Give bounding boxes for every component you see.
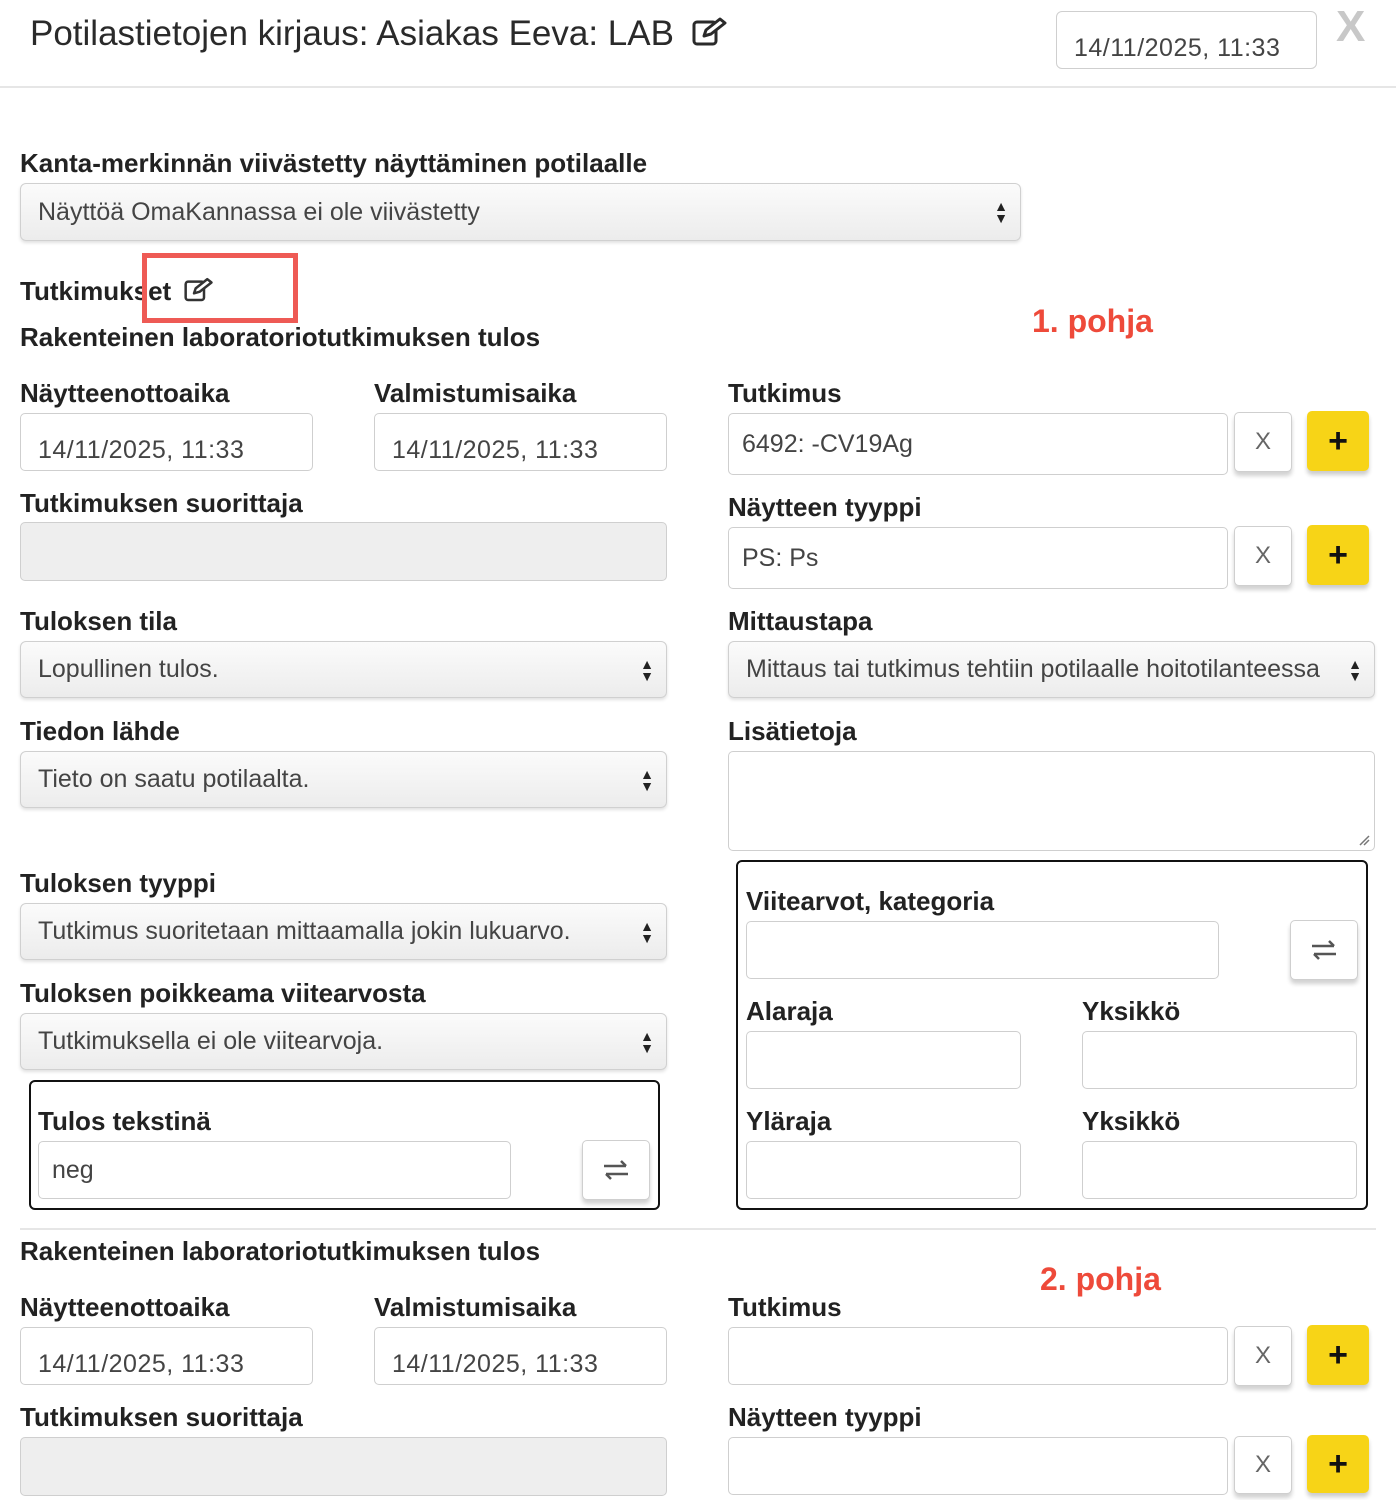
performer-label: Tutkimuksen suorittaja xyxy=(20,488,303,518)
reference-category-input[interactable] xyxy=(746,921,1219,979)
annotation-first-template: 1. pohja xyxy=(1032,303,1153,339)
upper-limit-label: Yläraja xyxy=(746,1106,832,1136)
header-divider xyxy=(0,86,1396,88)
result-status-select[interactable] xyxy=(20,641,667,698)
completion-time-label-2: Valmistumisaika xyxy=(374,1292,577,1322)
modal-title xyxy=(30,14,728,56)
test-input[interactable]: 6492: -CV19Ag xyxy=(728,413,1228,475)
sampling-time-label: Näytteenottoaika xyxy=(20,378,230,408)
template-divider xyxy=(20,1228,1376,1230)
result-text-label: Tulos tekstinä xyxy=(38,1106,211,1136)
reference-toggle-button[interactable] xyxy=(1290,920,1358,980)
header-datetime-field[interactable]: 14/11/2025, 11:33 xyxy=(1056,11,1317,69)
sample-type-label: Näytteen tyyppi xyxy=(728,492,922,522)
performer-input-2 xyxy=(20,1437,667,1496)
additional-info-textarea[interactable] xyxy=(728,751,1375,851)
swap-arrows-icon xyxy=(602,1159,630,1181)
sample-type-clear-button[interactable]: X xyxy=(1234,526,1292,586)
sample-type-clear-button-2[interactable]: X xyxy=(1234,1436,1292,1494)
completion-time-input-2[interactable]: 14/11/2025, 11:33 xyxy=(374,1327,667,1385)
deviation-value: Tutkimuksella ei ole viitearvoja. xyxy=(38,1027,384,1055)
data-source-value: Tieto on saatu potilaalta. xyxy=(38,765,310,793)
sampling-time-input-2[interactable]: 14/11/2025, 11:33 xyxy=(20,1327,313,1385)
test-label: Tutkimus xyxy=(728,378,842,408)
lower-limit-input[interactable] xyxy=(746,1031,1021,1089)
data-source-select[interactable] xyxy=(20,751,667,808)
close-icon[interactable]: X xyxy=(1336,2,1366,51)
lower-limit-label: Alaraja xyxy=(746,996,833,1026)
upper-limit-input[interactable] xyxy=(746,1141,1021,1199)
highlight-annotation-box xyxy=(142,253,298,323)
lower-unit-input[interactable] xyxy=(1082,1031,1357,1089)
performer-input xyxy=(20,522,667,581)
sample-type-add-button-2[interactable]: + xyxy=(1307,1435,1369,1493)
select-arrows-icon: ▲ ▼ xyxy=(640,765,654,794)
test-add-button[interactable]: + xyxy=(1307,411,1369,471)
lower-unit-label: Yksikkö xyxy=(1082,996,1181,1026)
title-text: Potilastietojen kirjaus: Asiakas Eeva: LAB xyxy=(30,14,674,53)
method-value: Mittaus tai tutkimus tehtiin potilaalle hoitotilanteessa xyxy=(746,655,1320,683)
sample-type-add-button[interactable]: + xyxy=(1307,525,1369,585)
kanta-delay-select[interactable] xyxy=(20,183,1021,241)
upper-unit-input[interactable] xyxy=(1082,1141,1357,1199)
test-input-2[interactable] xyxy=(728,1327,1228,1385)
kanta-label: Kanta-merkinnän viivästetty näyttäminen potilaalle xyxy=(20,148,648,178)
tutkimukset-text: Tutkimukset xyxy=(20,276,172,306)
deviation-label: Tuloksen poikkeama viitearvosta xyxy=(20,978,426,1008)
method-select[interactable] xyxy=(728,641,1375,698)
result-text-input[interactable]: neg xyxy=(38,1141,511,1199)
deviation-select[interactable] xyxy=(20,1013,667,1070)
section-title-2: Rakenteinen laboratoriotutkimuksen tulos xyxy=(20,1236,541,1266)
select-arrows-icon: ▲ ▼ xyxy=(994,198,1008,226)
test-label-2: Tutkimus xyxy=(728,1292,842,1322)
test-add-button-2[interactable]: + xyxy=(1307,1325,1369,1385)
completion-time-input[interactable]: 14/11/2025, 11:33 xyxy=(374,413,667,471)
test-clear-button[interactable]: X xyxy=(1234,412,1292,472)
select-arrows-icon: ▲ ▼ xyxy=(1348,655,1362,684)
data-source-label: Tiedon lähde xyxy=(20,716,180,746)
additional-info-label: Lisätietoja xyxy=(728,716,857,746)
sample-type-input-2[interactable] xyxy=(728,1437,1228,1495)
resize-grip-icon[interactable] xyxy=(1358,834,1370,846)
result-text-toggle-button[interactable] xyxy=(582,1140,650,1200)
select-arrows-icon: ▲ ▼ xyxy=(640,917,654,946)
section-title: Rakenteinen laboratoriotutkimuksen tulos xyxy=(20,322,541,352)
result-type-label: Tuloksen tyyppi xyxy=(20,868,216,898)
edit-icon[interactable] xyxy=(692,16,728,56)
sample-type-input[interactable]: PS: Ps xyxy=(728,527,1228,589)
result-type-value: Tutkimus suoritetaan mittaamalla jokin lukuarvo. xyxy=(38,917,571,945)
test-clear-button-2[interactable]: X xyxy=(1234,1326,1292,1386)
sampling-time-input[interactable]: 14/11/2025, 11:33 xyxy=(20,413,313,471)
upper-unit-label: Yksikkö xyxy=(1082,1106,1181,1136)
reference-category-label: Viitearvot, kategoria xyxy=(746,886,995,916)
annotation-second-template: 2. pohja xyxy=(1040,1261,1161,1297)
result-status-value: Lopullinen tulos. xyxy=(38,655,219,683)
completion-time-label: Valmistumisaika xyxy=(374,378,577,408)
result-status-label: Tuloksen tila xyxy=(20,606,177,636)
sampling-time-label-2: Näytteenottoaika xyxy=(20,1292,230,1322)
select-arrows-icon: ▲ ▼ xyxy=(640,1027,654,1056)
method-label: Mittaustapa xyxy=(728,606,873,636)
select-arrows-icon: ▲ ▼ xyxy=(640,655,654,684)
result-type-select[interactable] xyxy=(20,903,667,960)
swap-arrows-icon xyxy=(1310,939,1338,961)
sample-type-label-2: Näytteen tyyppi xyxy=(728,1402,922,1432)
kanta-delay-value: Näyttöä OmaKannassa ei ole viivästetty xyxy=(38,197,480,226)
performer-label-2: Tutkimuksen suorittaja xyxy=(20,1402,303,1432)
